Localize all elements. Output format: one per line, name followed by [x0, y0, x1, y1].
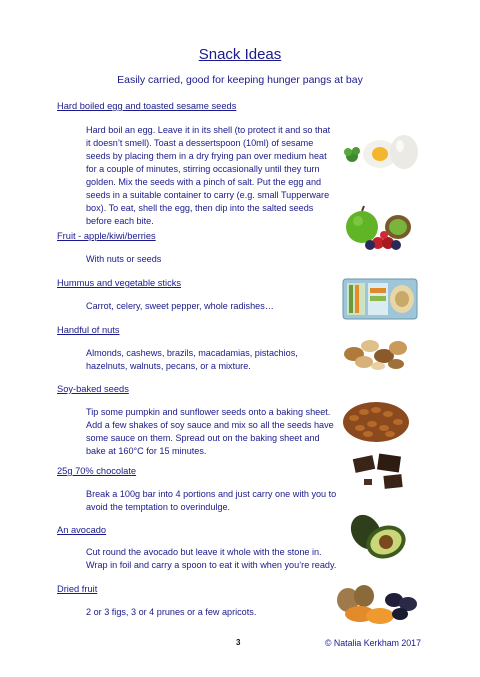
egg-icon [340, 132, 422, 172]
section-body-egg [86, 124, 330, 228]
chocolate-icon [350, 453, 410, 493]
body-line: 2 or 3 figs, 3 or 4 prunes or a few apricots. [86, 607, 257, 617]
body-line: Hard boil an egg. Leave it in its shell (to protect it and so that [86, 125, 331, 135]
body-line: some sauce on them. Spread out on the baking sheet and [86, 433, 320, 443]
section-heading-dried-fruit: Dried fruit [57, 584, 98, 594]
body-line: box). To eat, shell the egg, then dip into the salted seeds [86, 203, 314, 213]
section-body-nuts [86, 347, 298, 373]
section-heading-soy-seeds: Soy-baked seeds [57, 384, 129, 394]
body-line: Tip some pumpkin and sunflower seeds onto a baking sheet. [86, 407, 331, 417]
body-line: it doesn’t smell). Toast a dessertspoon (10ml) of sesame [86, 138, 314, 148]
avocado-icon [346, 512, 410, 562]
page-subtitle: Easily carried, good for keeping hunger pangs at bay [117, 74, 363, 86]
body-line: Break a 100g bar into 4 portions and just carry one with you to [86, 489, 337, 499]
page-number: 3 [236, 638, 241, 647]
body-line: Wrap in foil and carry a spoon to eat it with when you’re ready. [86, 560, 337, 570]
section-heading-chocolate: 25g 70% chocolate [57, 466, 137, 476]
section-heading-hummus: Hummus and vegetable sticks [57, 278, 182, 288]
body-line: before each bite. [86, 216, 154, 226]
section-body-soy-seeds [86, 406, 334, 458]
section-heading-avocado: An avocado [57, 525, 107, 535]
body-line: golden. Mix the seeds with a pinch of salt. Put the egg and [86, 177, 322, 187]
body-line: bake at 160°C for 15 minutes. [86, 446, 207, 456]
section-heading-nuts: Handful of nuts [57, 325, 120, 335]
body-line: hazelnuts, walnuts, pecans, or a mixture. [86, 361, 251, 371]
body-line: Almonds, cashews, brazils, macadamias, pistachios, [86, 348, 298, 358]
section-body-fruit [86, 253, 161, 266]
body-line: seeds by placing them in a dry frying pan over medium heat [86, 151, 327, 161]
section-heading-fruit: Fruit - apple/kiwi/berries [57, 231, 156, 241]
hummus-box-icon [342, 276, 418, 322]
mixed-nuts-icon [342, 332, 410, 372]
dried-fruit-icon [334, 582, 420, 628]
section-body-hummus [86, 300, 274, 313]
body-line: Carrot, celery, sweet pepper, whole radishes… [86, 301, 274, 311]
section-heading-egg: Hard boiled egg and toasted sesame seeds [57, 101, 237, 111]
body-line: Add a few shakes of soy sauce and mix so all the seeds have [86, 420, 334, 430]
roasted-seeds-icon [342, 400, 410, 444]
section-body-dried-fruit [86, 606, 256, 619]
body-line: avoid the temptation to overindulge. [86, 502, 231, 512]
body-line: With nuts or seeds [86, 254, 162, 264]
body-line: Cut round the avocado but leave it whole with the stone in. [86, 547, 322, 557]
section-body-avocado [86, 546, 336, 572]
section-body-chocolate [86, 488, 336, 514]
fruit-icon [344, 205, 414, 253]
copyright-notice: © Natalia Kerkham 2017 [325, 638, 421, 648]
body-line: seeds in a suitable container to carry (e.g. small Tupperware [86, 190, 330, 200]
page-title: Snack Ideas [198, 46, 282, 63]
body-line: for a couple of minutes, stirring occasionally until they turn [86, 164, 320, 174]
